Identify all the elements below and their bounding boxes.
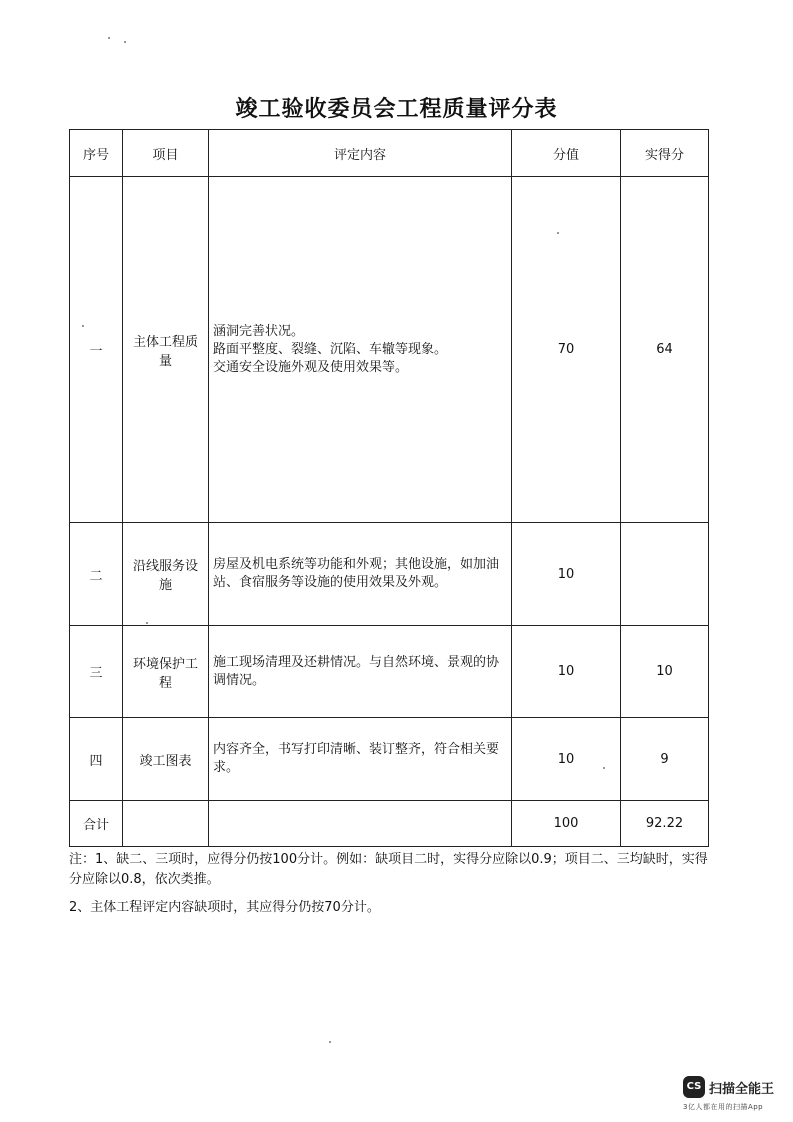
- table-row: [70, 718, 709, 801]
- header-item: 项目: [123, 130, 209, 177]
- total-item: [123, 801, 209, 847]
- header-score: 实得分: [621, 130, 709, 177]
- scan-speck: [146, 622, 148, 624]
- row-score: 9: [621, 718, 709, 801]
- total-row: [70, 801, 709, 847]
- row-item: 沿线服务设施: [123, 523, 209, 626]
- row-value: 10: [512, 523, 621, 626]
- row-content: [209, 626, 512, 718]
- table-row: [70, 177, 709, 523]
- cs-logo-icon: CS: [683, 1076, 705, 1098]
- row-score: 64: [621, 177, 709, 523]
- row-content: [209, 718, 512, 801]
- content-line: 施工现场清理及还耕情况。与自然环境、景观的协调情况。: [213, 654, 500, 688]
- content-line: 内容齐全，书写打印清晰、装订整齐，符合相关要求。: [213, 742, 500, 775]
- row-score: [621, 523, 709, 626]
- row-no: 三: [70, 626, 123, 718]
- row-item: 主体工程质量: [123, 177, 209, 523]
- row-content: [209, 523, 512, 626]
- total-label: 合计: [70, 801, 123, 847]
- row-no: 二: [70, 523, 123, 626]
- row-score: 10: [621, 626, 709, 718]
- row-item: 竣工图表: [123, 718, 209, 801]
- table-row: [70, 523, 709, 626]
- row-value: 10: [512, 626, 621, 718]
- content-line: 房屋及机电系统等功能和外观；其他设施，如加油站、食宿服务等设施的使用效果及外观。: [213, 557, 500, 590]
- note-1: 注：1、缺二、三项时，应得分仍按100分计。例如：缺项目二时，实得分应除以0.9；项目二、三均缺时，实得分应除以0.8，依次类推。: [69, 852, 708, 887]
- row-no: 一: [70, 177, 123, 523]
- watermark-name: 扫描全能王: [709, 1082, 775, 1097]
- total-value: 100: [512, 801, 621, 847]
- content-line: 交通安全设施外观及使用效果等。: [213, 359, 409, 375]
- header-value: 分值: [512, 130, 621, 177]
- note-2: 2、主体工程评定内容缺项时，其应得分仍按70分计。: [69, 900, 380, 915]
- score-table: [69, 129, 709, 847]
- content-line: 路面平整度、裂缝、沉陷、车辙等现象。: [213, 341, 448, 357]
- row-value: 10: [512, 718, 621, 801]
- scan-speck: [329, 1041, 331, 1043]
- scanner-watermark: [683, 1076, 783, 1116]
- row-no: 四: [70, 718, 123, 801]
- header-no: 序号: [70, 130, 123, 177]
- scan-speck: [82, 325, 84, 327]
- page-title: 竣工验收委员会工程质量评分表: [235, 97, 558, 122]
- scan-speck: [108, 37, 110, 39]
- watermark-tagline: 3亿人都在用的扫描App: [683, 1103, 764, 1111]
- row-content: [209, 177, 512, 523]
- scan-speck: [603, 767, 605, 769]
- table-header-row: [70, 130, 709, 177]
- total-score: 92.22: [621, 801, 709, 847]
- row-value: 70: [512, 177, 621, 523]
- scan-speck: [557, 232, 559, 234]
- header-content: 评定内容: [209, 130, 512, 177]
- row-item: 环境保护工程: [123, 626, 209, 718]
- content-line: 涵洞完善状况。: [213, 323, 305, 339]
- total-content: [209, 801, 512, 847]
- scan-speck: [124, 41, 126, 43]
- table-row: [70, 626, 709, 718]
